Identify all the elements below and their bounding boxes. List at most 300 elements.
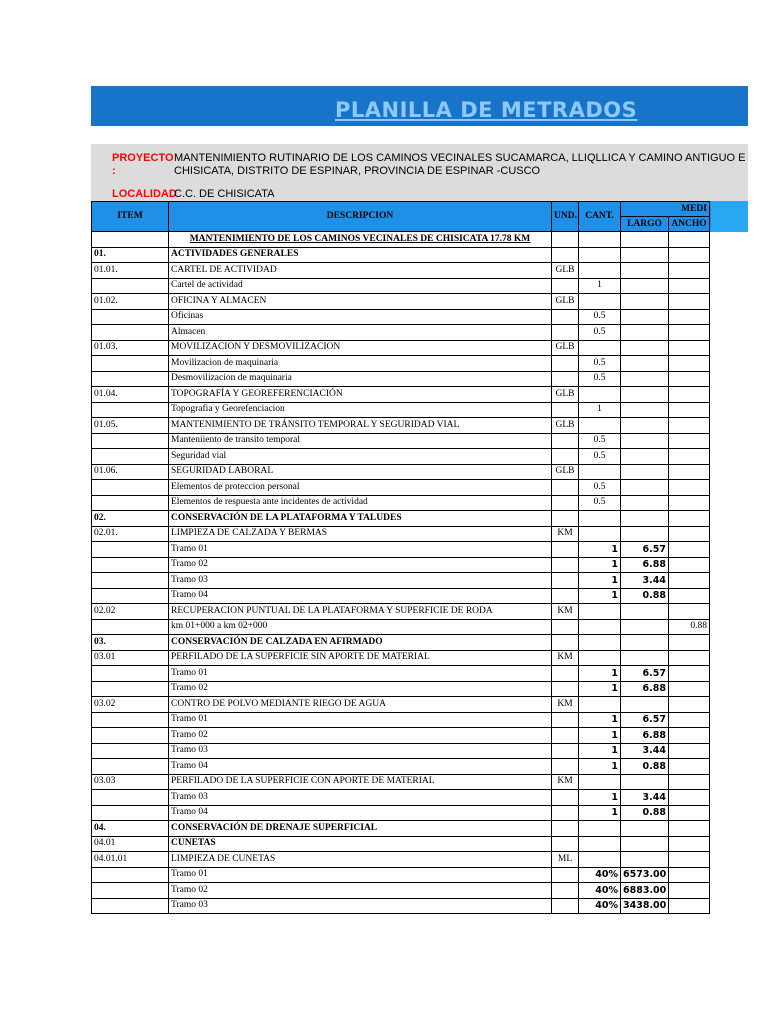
table-row <box>92 604 710 620</box>
table-row <box>92 712 710 728</box>
cell-und <box>552 728 579 744</box>
cell-cant: 1 <box>579 666 621 682</box>
cell-ancho <box>669 573 710 589</box>
cell-descripcion: Tramo 02 <box>169 681 552 697</box>
table-row <box>92 464 710 480</box>
cell-descripcion: TOPOGRAFÍA Y GEOREFERENCIACIÓN <box>169 387 552 403</box>
cell-und: GLB <box>552 294 579 310</box>
table-row <box>92 495 710 511</box>
cell-und: KM <box>552 650 579 666</box>
cell-ancho <box>669 898 710 914</box>
cell-largo <box>621 774 669 790</box>
cell-largo <box>621 495 669 511</box>
table-row <box>92 526 710 542</box>
cell-item: 03.03 <box>92 774 169 790</box>
cell-largo <box>621 387 669 403</box>
metrado-table <box>91 201 710 914</box>
cell-cant <box>579 697 621 713</box>
cell-ancho <box>669 712 710 728</box>
cell-item: 02.02 <box>92 604 169 620</box>
cell-item <box>92 588 169 604</box>
cell-largo <box>621 232 669 248</box>
table-row <box>92 371 710 387</box>
cell-ancho <box>669 697 710 713</box>
localidad-value: C.C. DE CHISICATA <box>174 188 275 200</box>
cell-und <box>552 433 579 449</box>
cell-item <box>92 666 169 682</box>
cell-item <box>92 449 169 465</box>
table-header-row-1 <box>92 202 710 217</box>
cell-item: 03.01 <box>92 650 169 666</box>
cell-und <box>552 619 579 635</box>
cell-cant: 1 <box>579 402 621 418</box>
cell-item <box>92 433 169 449</box>
cell-und <box>552 883 579 899</box>
cell-ancho <box>669 263 710 279</box>
cell-und <box>552 635 579 651</box>
table-row <box>92 821 710 837</box>
cell-largo: 3.44 <box>621 743 669 759</box>
cell-descripcion: Tramo 03 <box>169 573 552 589</box>
cell-item <box>92 619 169 635</box>
cell-cant: 1 <box>579 681 621 697</box>
cell-und: GLB <box>552 418 579 434</box>
cell-und <box>552 371 579 387</box>
cell-item: 04.01.01 <box>92 852 169 868</box>
cell-descripcion: Tramo 03 <box>169 743 552 759</box>
cell-ancho <box>669 511 710 527</box>
cell-und <box>552 836 579 852</box>
cell-descripcion: Movilizacion de maquinaria <box>169 356 552 372</box>
cell-descripcion: ACTIVIDADES GENERALES <box>169 247 552 263</box>
cell-und <box>552 573 579 589</box>
cell-descripcion: Tramo 01 <box>169 666 552 682</box>
cell-largo <box>621 697 669 713</box>
cell-descripcion: PERFILADO DE LA SUPERFICIE SIN APORTE DE MATERIAL <box>169 650 552 666</box>
cell-item: 01.04. <box>92 387 169 403</box>
cell-ancho <box>669 371 710 387</box>
table-row <box>92 774 710 790</box>
cell-item <box>92 557 169 573</box>
cell-cant: 1 <box>579 588 621 604</box>
cell-und: KM <box>552 604 579 620</box>
cell-largo <box>621 836 669 852</box>
cell-largo: 6.57 <box>621 542 669 558</box>
cell-ancho <box>669 588 710 604</box>
cell-descripcion: CONSERVACIÓN DE CALZADA EN AFIRMADO <box>169 635 552 651</box>
cell-und: GLB <box>552 340 579 356</box>
table-row <box>92 449 710 465</box>
cell-cant <box>579 604 621 620</box>
header-cant: CANT. <box>579 202 621 232</box>
cell-ancho <box>669 526 710 542</box>
cell-descripcion: Tramo 01 <box>169 542 552 558</box>
table-row <box>92 402 710 418</box>
cell-und <box>552 681 579 697</box>
cell-descripcion: Desmovilizacion de maquinaria <box>169 371 552 387</box>
cell-largo: 3.44 <box>621 573 669 589</box>
cell-largo: 0.88 <box>621 759 669 775</box>
cell-ancho <box>669 340 710 356</box>
cell-und <box>552 743 579 759</box>
cell-cant: 0.5 <box>579 356 621 372</box>
cell-ancho <box>669 402 710 418</box>
cell-ancho <box>669 309 710 325</box>
cell-item <box>92 867 169 883</box>
header-ancho: ANCHO <box>669 217 710 232</box>
cell-descripcion: CONTRO DE POLVO MEDIANTE RIEGO DE AGUA <box>169 697 552 713</box>
cell-und: KM <box>552 774 579 790</box>
cell-largo <box>621 294 669 310</box>
cell-cant <box>579 836 621 852</box>
cell-item: 02.01. <box>92 526 169 542</box>
cell-ancho <box>669 836 710 852</box>
cell-largo <box>621 371 669 387</box>
cell-cant <box>579 511 621 527</box>
cell-largo <box>621 247 669 263</box>
cell-descripcion: Tramo 04 <box>169 588 552 604</box>
cell-item <box>92 356 169 372</box>
cell-cant <box>579 263 621 279</box>
cell-cant <box>579 650 621 666</box>
cell-descripcion: km 01+000 a km 02+000 <box>169 619 552 635</box>
cell-und <box>552 480 579 496</box>
cell-largo: 6.88 <box>621 557 669 573</box>
table-row <box>92 650 710 666</box>
cell-item <box>92 371 169 387</box>
table-row <box>92 836 710 852</box>
cell-item <box>92 759 169 775</box>
table-row <box>92 356 710 372</box>
cell-und <box>552 542 579 558</box>
cell-item <box>92 790 169 806</box>
cell-largo <box>621 852 669 868</box>
cell-ancho <box>669 557 710 573</box>
cell-descripcion: Tramo 02 <box>169 728 552 744</box>
cell-ancho <box>669 232 710 248</box>
cell-cant: 1 <box>579 790 621 806</box>
cell-und <box>552 278 579 294</box>
header-band-extension <box>711 201 748 232</box>
cell-descripcion: Tramo 01 <box>169 867 552 883</box>
header-medidas: MEDI <box>621 202 710 217</box>
cell-cant: 1 <box>579 712 621 728</box>
cell-descripcion: Cartel de actividad <box>169 278 552 294</box>
cell-cant <box>579 635 621 651</box>
cell-cant: 0.5 <box>579 433 621 449</box>
cell-cant <box>579 232 621 248</box>
cell-descripcion: Tramo 02 <box>169 883 552 899</box>
cell-ancho <box>669 774 710 790</box>
table-row <box>92 883 710 899</box>
table-row <box>92 697 710 713</box>
cell-item: 01.02. <box>92 294 169 310</box>
cell-item <box>92 681 169 697</box>
cell-largo <box>621 263 669 279</box>
cell-und <box>552 898 579 914</box>
cell-descripcion: CONSERVACIÓN DE DRENAJE SUPERFICIAL <box>169 821 552 837</box>
cell-item <box>92 712 169 728</box>
table-row <box>92 480 710 496</box>
cell-largo: 6.57 <box>621 666 669 682</box>
cell-item <box>92 402 169 418</box>
cell-item <box>92 480 169 496</box>
cell-cant: 1 <box>579 805 621 821</box>
cell-ancho <box>669 356 710 372</box>
cell-cant: 0.5 <box>579 495 621 511</box>
cell-ancho <box>669 325 710 341</box>
cell-ancho <box>669 247 710 263</box>
cell-largo: 0.88 <box>621 805 669 821</box>
table-row <box>92 666 710 682</box>
cell-und <box>552 666 579 682</box>
cell-und <box>552 232 579 248</box>
cell-largo <box>621 650 669 666</box>
cell-item: 02. <box>92 511 169 527</box>
cell-cant: 1 <box>579 759 621 775</box>
cell-largo <box>621 356 669 372</box>
cell-largo: 6.57 <box>621 712 669 728</box>
cell-ancho <box>669 867 710 883</box>
cell-ancho <box>669 635 710 651</box>
cell-und <box>552 247 579 263</box>
proyecto-label: PROYECTO <box>112 152 174 164</box>
cell-cant: 1 <box>579 573 621 589</box>
cell-ancho <box>669 790 710 806</box>
cell-ancho <box>669 883 710 899</box>
cell-ancho <box>669 495 710 511</box>
cell-item <box>92 542 169 558</box>
table-row <box>92 867 710 883</box>
cell-largo <box>621 340 669 356</box>
proyecto-line-2: CHISICATA, DISTRITO DE ESPINAR, PROVINCIA DE ESPINAR -CUSCO <box>174 165 541 177</box>
cell-und <box>552 588 579 604</box>
cell-largo: 6573.00 <box>621 867 669 883</box>
cell-ancho <box>669 759 710 775</box>
cell-item <box>92 232 169 248</box>
cell-descripcion: Tramo 02 <box>169 557 552 573</box>
table-row <box>92 418 710 434</box>
cell-descripcion: MANTENIMIENTO DE LOS CAMINOS VECINALES DE CHISICATA 17.78 KM <box>169 232 552 248</box>
cell-ancho <box>669 449 710 465</box>
cell-descripcion: CUNETAS <box>169 836 552 852</box>
cell-ancho <box>669 480 710 496</box>
cell-item <box>92 278 169 294</box>
cell-largo: 6.88 <box>621 728 669 744</box>
cell-und <box>552 867 579 883</box>
cell-cant: 40% <box>579 898 621 914</box>
cell-descripcion: Almacen <box>169 325 552 341</box>
cell-item <box>92 898 169 914</box>
cell-cant <box>579 774 621 790</box>
cell-cant <box>579 821 621 837</box>
cell-largo <box>621 464 669 480</box>
table-row <box>92 387 710 403</box>
cell-und <box>552 325 579 341</box>
cell-ancho <box>669 852 710 868</box>
localidad-label: LOCALIDAD <box>112 188 177 200</box>
header-item: ITEM <box>92 202 169 232</box>
cell-descripcion: PERFILADO DE LA SUPERFICIE CON APORTE DE MATERIAL <box>169 774 552 790</box>
cell-largo <box>621 449 669 465</box>
table-row <box>92 511 710 527</box>
cell-cant: 0.5 <box>579 480 621 496</box>
cell-descripcion: Topografia y Georefenciacion <box>169 402 552 418</box>
cell-descripcion: Manteniiento de transito temporal <box>169 433 552 449</box>
cell-cant <box>579 340 621 356</box>
cell-largo <box>621 526 669 542</box>
cell-largo <box>621 309 669 325</box>
cell-ancho <box>669 604 710 620</box>
cell-ancho <box>669 418 710 434</box>
cell-descripcion: OFICINA Y ALMACEN <box>169 294 552 310</box>
cell-cant <box>579 852 621 868</box>
cell-descripcion: RECUPERACION PUNTUAL DE LA PLATAFORMA Y SUPERFICIE DE RODA <box>169 604 552 620</box>
cell-item <box>92 743 169 759</box>
cell-item <box>92 573 169 589</box>
cell-largo: 3.44 <box>621 790 669 806</box>
cell-descripcion: Elementos de proteccion personal <box>169 480 552 496</box>
cell-descripcion: LIMPIEZA DE CUNETAS <box>169 852 552 868</box>
cell-item <box>92 805 169 821</box>
cell-largo <box>621 433 669 449</box>
cell-ancho <box>669 433 710 449</box>
cell-descripcion: LIMPIEZA DE CALZADA Y BERMAS <box>169 526 552 542</box>
table-row <box>92 790 710 806</box>
cell-ancho <box>669 542 710 558</box>
cell-cant: 1 <box>579 743 621 759</box>
cell-cant: 0.5 <box>579 325 621 341</box>
cell-largo <box>621 480 669 496</box>
cell-und <box>552 402 579 418</box>
cell-cant <box>579 464 621 480</box>
cell-cant: 0.5 <box>579 309 621 325</box>
cell-largo <box>621 619 669 635</box>
cell-item <box>92 309 169 325</box>
cell-ancho <box>669 743 710 759</box>
table-row <box>92 433 710 449</box>
table-row <box>92 759 710 775</box>
table-row <box>92 557 710 573</box>
cell-item: 03.02 <box>92 697 169 713</box>
cell-descripcion: CARTEL DE ACTIVIDAD <box>169 263 552 279</box>
cell-largo <box>621 278 669 294</box>
header-und: UND. <box>552 202 579 232</box>
cell-und <box>552 712 579 728</box>
cell-und <box>552 495 579 511</box>
cell-largo: 6883.00 <box>621 883 669 899</box>
cell-ancho <box>669 464 710 480</box>
table-row <box>92 325 710 341</box>
cell-ancho <box>669 821 710 837</box>
cell-ancho <box>669 387 710 403</box>
cell-cant <box>579 247 621 263</box>
cell-largo <box>621 604 669 620</box>
header-descripcion: DESCRIPCION <box>169 202 552 232</box>
table-row <box>92 743 710 759</box>
cell-largo: 3438.00 <box>621 898 669 914</box>
cell-descripcion: SEGURIDAD LABORAL <box>169 464 552 480</box>
table-row <box>92 232 710 248</box>
cell-largo <box>621 325 669 341</box>
page-title: PLANILLA DE METRADOS <box>335 98 638 122</box>
table-row <box>92 681 710 697</box>
cell-largo: 0.88 <box>621 588 669 604</box>
cell-descripcion: Seguridad vial <box>169 449 552 465</box>
table-row <box>92 898 710 914</box>
cell-und: KM <box>552 526 579 542</box>
cell-cant: 1 <box>579 278 621 294</box>
cell-item: 01.05. <box>92 418 169 434</box>
table-row <box>92 573 710 589</box>
cell-und <box>552 790 579 806</box>
cell-und <box>552 356 579 372</box>
table-row <box>92 852 710 868</box>
cell-und: GLB <box>552 263 579 279</box>
cell-cant <box>579 387 621 403</box>
header-largo: LARGO <box>621 217 669 232</box>
cell-item <box>92 883 169 899</box>
proyecto-line-1: MANTENIMIENTO RUTINARIO DE LOS CAMINOS VECINALES SUCAMARCA, LLIQLLICA Y CAMINO ANTIGUO E <box>174 152 746 164</box>
cell-descripcion: Oficinas <box>169 309 552 325</box>
cell-item <box>92 728 169 744</box>
cell-und: GLB <box>552 464 579 480</box>
cell-cant <box>579 418 621 434</box>
table-row <box>92 247 710 263</box>
cell-item: 01.01. <box>92 263 169 279</box>
table-row <box>92 542 710 558</box>
cell-descripcion: Elementos de respuesta ante incidentes de actividad <box>169 495 552 511</box>
cell-ancho <box>669 805 710 821</box>
cell-und: KM <box>552 697 579 713</box>
cell-cant: 40% <box>579 867 621 883</box>
table-row <box>92 309 710 325</box>
cell-und: ML <box>552 852 579 868</box>
cell-cant <box>579 294 621 310</box>
cell-und: GLB <box>552 387 579 403</box>
cell-item: 04.01 <box>92 836 169 852</box>
cell-ancho: 0.88 <box>669 619 710 635</box>
cell-item: 01.06. <box>92 464 169 480</box>
cell-descripcion: CONSERVACIÓN DE LA PLATAFORMA Y TALUDES <box>169 511 552 527</box>
cell-descripcion: Tramo 04 <box>169 759 552 775</box>
cell-ancho <box>669 681 710 697</box>
cell-largo <box>621 511 669 527</box>
cell-und <box>552 511 579 527</box>
cell-ancho <box>669 666 710 682</box>
table-row <box>92 278 710 294</box>
cell-ancho <box>669 650 710 666</box>
cell-largo <box>621 402 669 418</box>
cell-und <box>552 759 579 775</box>
cell-und <box>552 821 579 837</box>
cell-cant: 1 <box>579 542 621 558</box>
table-row <box>92 263 710 279</box>
cell-largo: 6.88 <box>621 681 669 697</box>
cell-largo <box>621 418 669 434</box>
cell-item: 03. <box>92 635 169 651</box>
cell-cant <box>579 619 621 635</box>
table-row <box>92 588 710 604</box>
table-row <box>92 635 710 651</box>
cell-und <box>552 557 579 573</box>
cell-largo <box>621 821 669 837</box>
cell-descripcion: MOVILIZACION Y DESMOVILIZACION <box>169 340 552 356</box>
cell-descripcion: Tramo 04 <box>169 805 552 821</box>
cell-item <box>92 495 169 511</box>
cell-descripcion: Tramo 01 <box>169 712 552 728</box>
proyecto-colon: : <box>112 165 116 177</box>
